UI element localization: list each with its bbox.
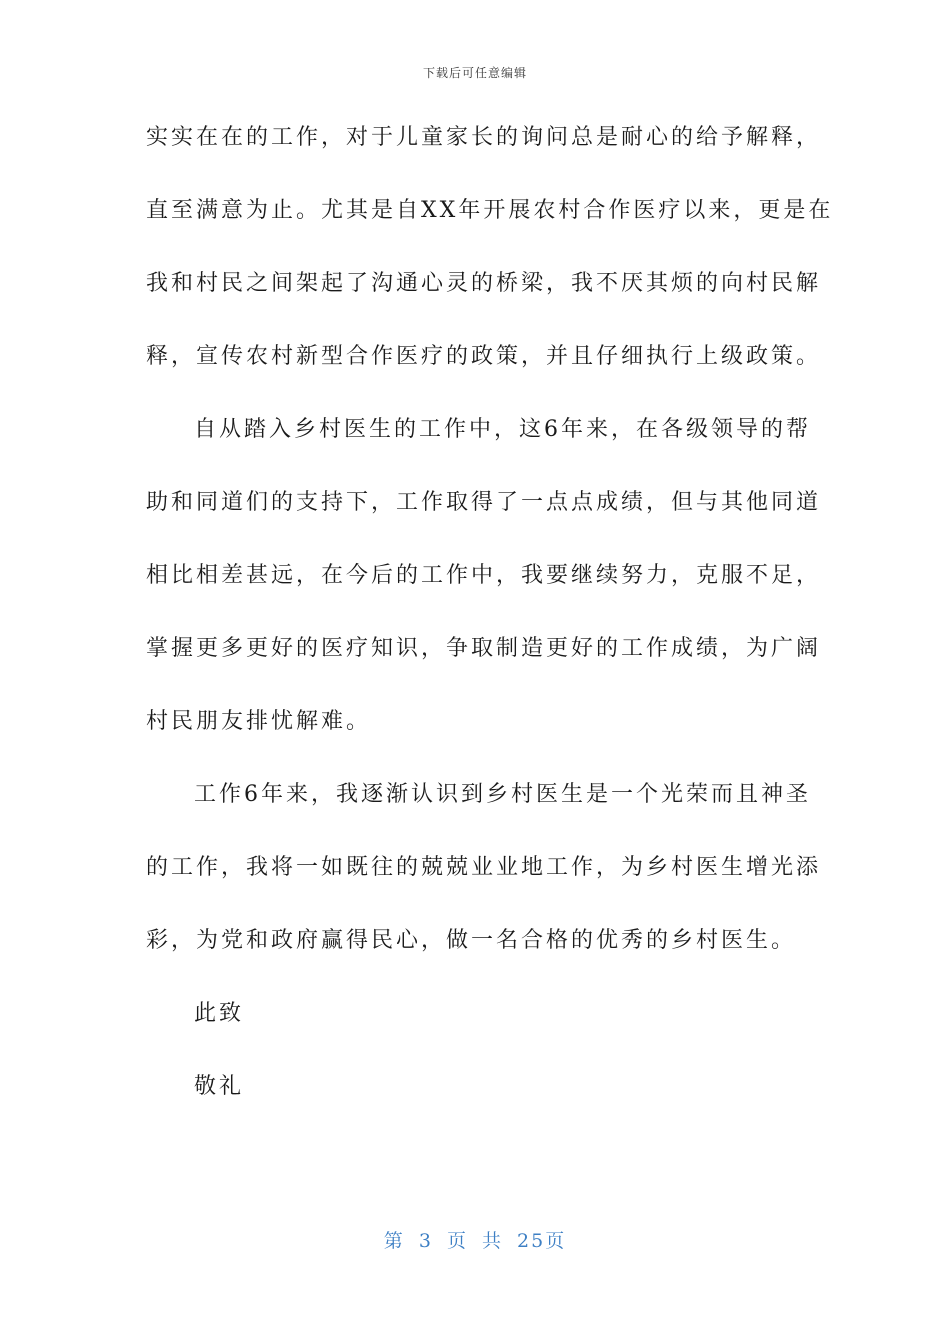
closing-regards: 敬礼 bbox=[194, 1074, 245, 1099]
paragraph-line: 的工作，我将一如既往的兢兢业业地工作，为乡村医生增光添 bbox=[146, 855, 822, 880]
paragraph-line: 释，宣传农村新型合作医疗的政策，并且仔细执行上级政策。 bbox=[146, 344, 822, 369]
paragraph-line: 村民朋友排忧解难。 bbox=[146, 709, 372, 734]
page-header: 下载后可任意编辑 bbox=[422, 66, 527, 80]
closing-salutation: 此致 bbox=[194, 1001, 245, 1026]
paragraph-line: 掌握更多更好的医疗知识，争取制造更好的工作成绩，为广阔 bbox=[146, 636, 822, 661]
page-number: 第 3 页 共 25页 bbox=[383, 1230, 567, 1252]
paragraph-line: 彩，为党和政府赢得民心，做一名合格的优秀的乡村医生。 bbox=[146, 928, 797, 953]
paragraph-line: 助和同道们的支持下，工作取得了一点点成绩，但与其他同道 bbox=[146, 490, 822, 515]
document-body bbox=[146, 118, 834, 1140]
paragraph-line: 工作6年来，我逐渐认识到乡村医生是一个光荣而且神圣 bbox=[194, 782, 811, 807]
paragraph-line: 自从踏入乡村医生的工作中，这6年来，在各级领导的帮 bbox=[194, 417, 811, 442]
paragraph-line: 实实在在的工作，对于儿童家长的询问总是耐心的给予解释， bbox=[146, 125, 822, 150]
paragraph-line: 直至满意为止。尤其是自XX年开展农村合作医疗以来，更是在 bbox=[146, 198, 834, 223]
paragraph-line: 我和村民之间架起了沟通心灵的桥梁，我不厌其烦的向村民解 bbox=[146, 271, 822, 296]
paragraph-line: 相比相差甚远，在今后的工作中，我要继续努力，克服不足， bbox=[146, 563, 822, 588]
